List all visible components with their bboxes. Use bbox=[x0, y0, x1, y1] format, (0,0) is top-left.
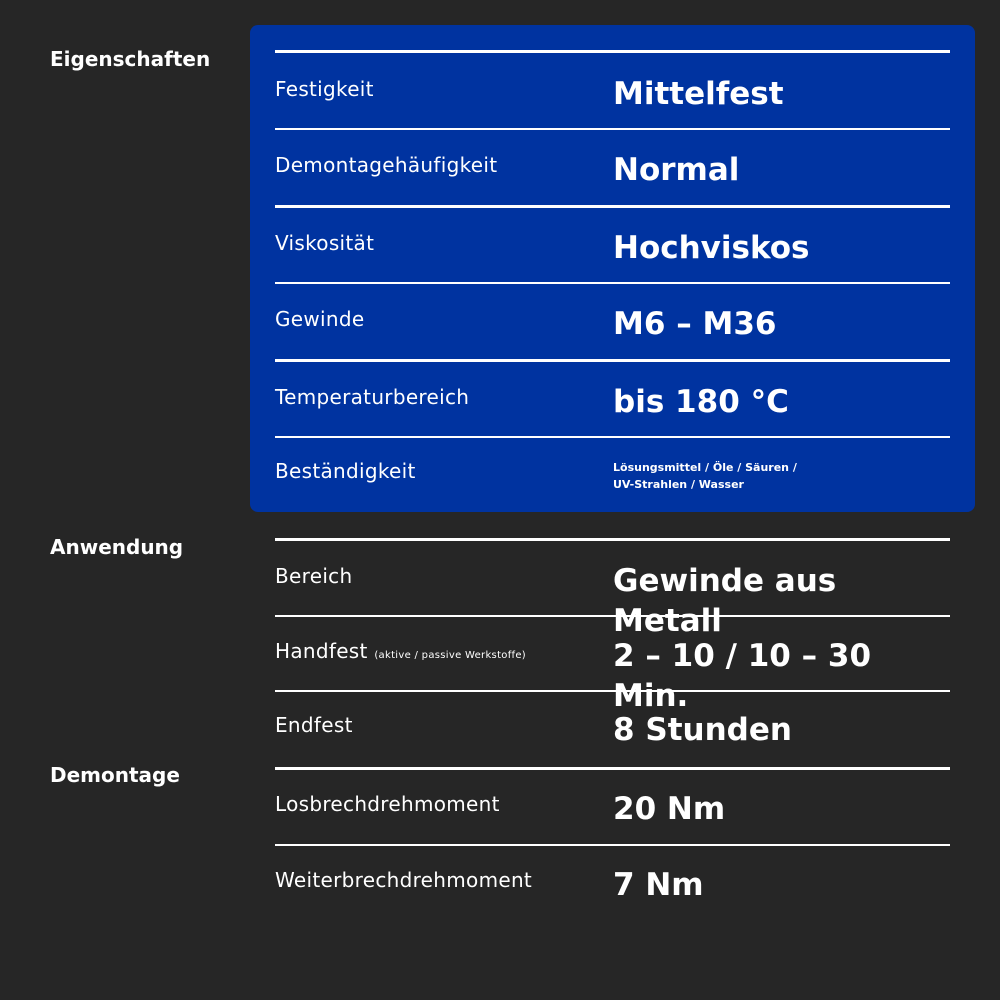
row-value bbox=[613, 459, 797, 493]
row-value: Gewinde aus Metall bbox=[613, 563, 837, 639]
row-label: Endfest bbox=[275, 713, 353, 737]
row-value: 2 – 10 / 10 – 30 Min. bbox=[613, 638, 872, 714]
row-value: Normal bbox=[613, 152, 740, 188]
row-label bbox=[275, 638, 526, 669]
row-value: 8 Stunden bbox=[613, 712, 792, 748]
row-value-line: UV-Strahlen / Wasser bbox=[613, 478, 744, 491]
section-properties-heading: Eigenschaften bbox=[50, 47, 211, 71]
application-row-endfest bbox=[275, 689, 950, 766]
row-label: Viskosität bbox=[275, 231, 375, 255]
section-disassembly-heading: Demontage bbox=[50, 763, 180, 787]
row-value: 20 Nm bbox=[613, 791, 726, 827]
property-row-thread bbox=[275, 283, 950, 360]
row-value: M6 – M36 bbox=[613, 306, 777, 342]
row-label-note: (aktive / passive Werkstoffe) bbox=[374, 650, 526, 661]
row-label: Gewinde bbox=[275, 307, 365, 331]
row-value: Hochviskos bbox=[613, 230, 810, 266]
property-row-strength bbox=[275, 53, 950, 130]
application-row-area bbox=[275, 540, 950, 639]
row-label: Demontagehäufigkeit bbox=[275, 153, 498, 177]
property-row-resistance bbox=[275, 437, 950, 514]
property-row-temperature bbox=[275, 361, 950, 438]
row-value: bis 180 °C bbox=[613, 384, 789, 420]
property-row-disassembly-frequency bbox=[275, 129, 950, 206]
row-label: Temperaturbereich bbox=[275, 385, 470, 409]
row-label: Bereich bbox=[275, 564, 353, 588]
row-label: Weiterbrechdrehmoment bbox=[275, 868, 533, 892]
section-application-heading: Anwendung bbox=[50, 535, 184, 559]
row-label: Festigkeit bbox=[275, 77, 374, 101]
row-value: Mittelfest bbox=[613, 76, 784, 112]
row-label: Beständigkeit bbox=[275, 459, 416, 483]
disassembly-row-prevailing-torque bbox=[275, 844, 950, 921]
row-label-text: Handfest bbox=[275, 639, 368, 663]
application-row-handfest bbox=[275, 615, 950, 714]
row-value: 7 Nm bbox=[613, 867, 704, 903]
disassembly-row-breakaway-torque bbox=[275, 768, 950, 845]
property-row-viscosity bbox=[275, 207, 950, 284]
row-label: Losbrechdrehmoment bbox=[275, 792, 500, 816]
row-value-line: Lösungsmittel / Öle / Säuren / bbox=[613, 461, 797, 474]
